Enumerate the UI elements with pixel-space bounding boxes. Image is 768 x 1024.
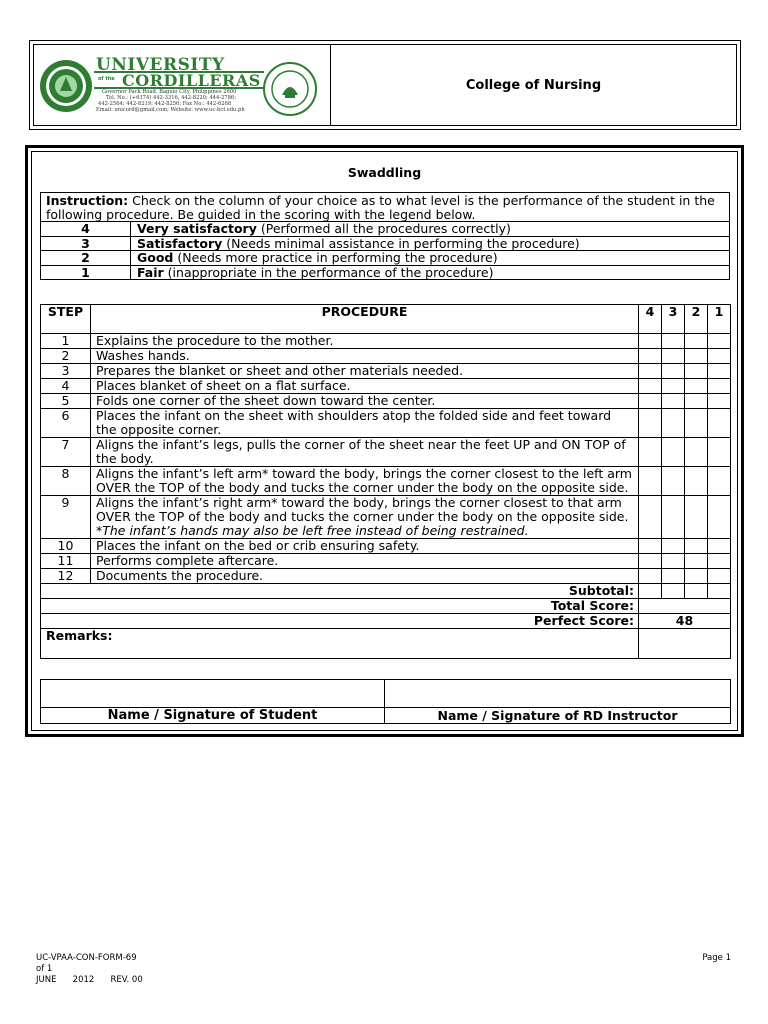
university-name-line2: CORDILLERAS bbox=[122, 71, 261, 90]
score-cell-4[interactable] bbox=[639, 394, 662, 409]
score-cell-3[interactable] bbox=[662, 569, 685, 584]
score-cell-1[interactable] bbox=[708, 379, 731, 394]
table-row bbox=[41, 496, 731, 539]
score-cell-2[interactable] bbox=[685, 364, 708, 379]
legend-score: 1 bbox=[41, 266, 131, 280]
step-description bbox=[91, 349, 639, 364]
step-text: Aligns the infant’s legs, pulls the corner of the sheet near the feet UP and ON TOP of the body. bbox=[96, 437, 626, 466]
total-score-row bbox=[41, 599, 731, 614]
step-number: 5 bbox=[41, 394, 91, 409]
subtotal-cell-4[interactable] bbox=[639, 584, 662, 599]
score-cell-1[interactable] bbox=[708, 364, 731, 379]
university-name-line1: UNIVERSITY bbox=[96, 55, 225, 75]
legend-score: 2 bbox=[41, 251, 131, 265]
step-number: 10 bbox=[41, 539, 91, 554]
step-number: 9 bbox=[41, 496, 91, 539]
legend-description bbox=[131, 251, 729, 265]
legend-description bbox=[131, 222, 729, 236]
score-cell-2[interactable] bbox=[685, 569, 708, 584]
legend-detail: (Performed all the procedures correctly) bbox=[256, 221, 511, 236]
table-row bbox=[41, 349, 731, 364]
address-line: Governor Pack Road, Baguio City, Philippines 2600 bbox=[102, 89, 237, 95]
score-cell-4[interactable] bbox=[639, 496, 662, 539]
step-number: 4 bbox=[41, 379, 91, 394]
step-text: Washes hands. bbox=[96, 348, 190, 363]
legend-term: Good bbox=[137, 250, 174, 265]
step-description bbox=[91, 467, 639, 496]
college-name: College of Nursing bbox=[465, 77, 602, 93]
score-cell-4[interactable] bbox=[639, 379, 662, 394]
legend-detail: (inappropriate in the performance of the procedure) bbox=[163, 264, 494, 280]
score-cell-3[interactable] bbox=[662, 438, 685, 467]
university-logo-block bbox=[34, 45, 331, 125]
evaluation-form-inner bbox=[31, 151, 738, 731]
table-row bbox=[41, 569, 731, 584]
step-description bbox=[91, 438, 639, 467]
letterhead bbox=[29, 40, 741, 130]
score-cell-2[interactable] bbox=[685, 334, 708, 349]
score-cell-3[interactable] bbox=[662, 364, 685, 379]
instructor-signature-label: Name / Signature of RD Instructor bbox=[385, 708, 731, 724]
legend-score: 4 bbox=[41, 222, 131, 236]
instructor-signature-field[interactable] bbox=[385, 680, 731, 708]
student-signature-label: Name / Signature of Student bbox=[41, 708, 385, 724]
student-signature-field[interactable] bbox=[41, 680, 385, 708]
step-number: 2 bbox=[41, 349, 91, 364]
instruction-text bbox=[41, 193, 729, 222]
score-cell-1[interactable] bbox=[708, 467, 731, 496]
score-cell-4[interactable] bbox=[639, 349, 662, 364]
score-cell-4[interactable] bbox=[639, 409, 662, 438]
table-row bbox=[41, 409, 731, 438]
evaluation-form bbox=[25, 145, 744, 737]
page-number: Page 1 bbox=[702, 953, 731, 963]
form-code: UC-VPAA-CON-FORM-69 bbox=[36, 953, 137, 963]
subtotal-row bbox=[41, 584, 731, 599]
total-score-cell[interactable] bbox=[639, 599, 731, 614]
step-text: Places the infant on the sheet with shoulders atop the folded side and feet toward the opposite corner. bbox=[96, 408, 612, 437]
step-text: Performs complete aftercare. bbox=[96, 553, 279, 568]
score-cell-4[interactable] bbox=[639, 539, 662, 554]
score-3-header: 3 bbox=[662, 305, 685, 334]
score-cell-4[interactable] bbox=[639, 467, 662, 496]
remarks-cell[interactable] bbox=[639, 629, 731, 659]
legend-term: Satisfactory bbox=[137, 235, 223, 251]
score-cell-3[interactable] bbox=[662, 349, 685, 364]
score-1-header: 1 bbox=[708, 305, 731, 334]
step-number: 3 bbox=[41, 364, 91, 379]
instruction-body: Check on the column of your choice as to what level is the performance of the student in the following procedure. Be guided in the scoring with the legend below. bbox=[46, 193, 715, 222]
score-cell-3[interactable] bbox=[662, 409, 685, 438]
step-number: 7 bbox=[41, 438, 91, 467]
table-row bbox=[41, 394, 731, 409]
step-description bbox=[91, 539, 639, 554]
table-row bbox=[41, 364, 731, 379]
address-line: 442-2564; 442-8219; 442-8256; Fax No.: 442-6268 bbox=[98, 101, 232, 107]
table-row bbox=[41, 334, 731, 349]
step-description bbox=[91, 334, 639, 349]
step-text: Folds one corner of the sheet down toward the center. bbox=[96, 393, 436, 408]
score-cell-1[interactable] bbox=[708, 394, 731, 409]
subtotal-cell-1[interactable] bbox=[708, 584, 731, 599]
legend-term: Fair bbox=[137, 264, 164, 280]
score-cell-2[interactable] bbox=[685, 349, 708, 364]
score-cell-2[interactable] bbox=[685, 394, 708, 409]
step-description bbox=[91, 394, 639, 409]
signature-row bbox=[41, 680, 731, 708]
score-cell-2[interactable] bbox=[685, 496, 708, 539]
letterhead-inner bbox=[33, 44, 737, 126]
step-description bbox=[91, 379, 639, 394]
table-header-row bbox=[41, 305, 731, 334]
score-cell-4[interactable] bbox=[639, 364, 662, 379]
table-row bbox=[41, 554, 731, 569]
instruction-box bbox=[40, 192, 730, 280]
legend-description bbox=[131, 237, 729, 251]
step-description bbox=[91, 364, 639, 379]
address-line: Email: unicord@gmail.com; Website: www.uc-bcf.edu.ph bbox=[96, 107, 245, 113]
instruction-label: Instruction: bbox=[46, 193, 129, 208]
step-number: 1 bbox=[41, 334, 91, 349]
step-description bbox=[91, 554, 639, 569]
score-cell-3[interactable] bbox=[662, 496, 685, 539]
step-number: 8 bbox=[41, 467, 91, 496]
score-cell-3[interactable] bbox=[662, 554, 685, 569]
score-cell-2[interactable] bbox=[685, 554, 708, 569]
form-code-footer bbox=[36, 953, 143, 986]
score-cell-3[interactable] bbox=[662, 379, 685, 394]
step-text: Places the infant on the bed or crib ensuring safety. bbox=[96, 538, 420, 553]
step-description bbox=[91, 409, 639, 438]
legend-row bbox=[41, 251, 729, 266]
step-text: Aligns the infant’s right arm* toward the body, brings the corner closest to that arm OVER the TOP of the body and tucks the corner under the body on the opposite side. bbox=[96, 495, 629, 524]
form-title: Swaddling bbox=[347, 165, 422, 180]
score-4-header: 4 bbox=[639, 305, 662, 334]
score-cell-2[interactable] bbox=[685, 379, 708, 394]
score-cell-3[interactable] bbox=[662, 394, 685, 409]
score-cell-4[interactable] bbox=[639, 569, 662, 584]
score-cell-3[interactable] bbox=[662, 539, 685, 554]
score-cell-1[interactable] bbox=[708, 554, 731, 569]
step-text: Places blanket of sheet on a flat surface. bbox=[96, 378, 351, 393]
step-header: STEP bbox=[41, 305, 91, 334]
legend-description bbox=[131, 266, 729, 280]
remarks-label: Remarks: bbox=[41, 629, 639, 659]
form-revision: JUNE 2012 REV. 00 bbox=[36, 975, 143, 985]
remarks-row bbox=[41, 629, 731, 659]
score-cell-2[interactable] bbox=[685, 409, 708, 438]
score-cell-1[interactable] bbox=[708, 349, 731, 364]
subtotal-cell-2[interactable] bbox=[685, 584, 708, 599]
procedure-header: PROCEDURE bbox=[91, 305, 639, 334]
signature-table bbox=[40, 679, 731, 724]
procedure-table bbox=[40, 304, 731, 659]
table-row bbox=[41, 438, 731, 467]
score-cell-4[interactable] bbox=[639, 334, 662, 349]
step-number: 12 bbox=[41, 569, 91, 584]
legend-row bbox=[41, 222, 729, 237]
step-text: Explains the procedure to the mother. bbox=[96, 333, 334, 348]
signature-label-row bbox=[41, 708, 731, 724]
legend-score: 3 bbox=[41, 237, 131, 251]
step-text: Documents the procedure. bbox=[96, 568, 264, 583]
subtotal-cell-3[interactable] bbox=[662, 584, 685, 599]
score-cell-2[interactable] bbox=[685, 467, 708, 496]
step-number: 11 bbox=[41, 554, 91, 569]
legend-detail: (Needs more practice in performing the procedure) bbox=[173, 250, 498, 265]
perfect-score-row bbox=[41, 614, 731, 629]
subtotal-label: Subtotal: bbox=[41, 584, 639, 599]
perfect-score-value: 48 bbox=[639, 614, 731, 629]
score-cell-2[interactable] bbox=[685, 539, 708, 554]
score-cell-1[interactable] bbox=[708, 438, 731, 467]
score-cell-1[interactable] bbox=[708, 334, 731, 349]
score-cell-3[interactable] bbox=[662, 334, 685, 349]
step-number: 6 bbox=[41, 409, 91, 438]
score-cell-2[interactable] bbox=[685, 438, 708, 467]
total-score-label: Total Score: bbox=[41, 599, 639, 614]
university-name-of: of the bbox=[98, 76, 115, 82]
score-cell-1[interactable] bbox=[708, 539, 731, 554]
step-description bbox=[91, 569, 639, 584]
form-page-of: of 1 bbox=[36, 964, 53, 974]
procedure-steps bbox=[41, 334, 731, 584]
legend-term: Very satisfactory bbox=[137, 221, 257, 236]
score-cell-1[interactable] bbox=[708, 496, 731, 539]
step-note: *The infant’s hands may also be left free instead of being restrained. bbox=[96, 523, 529, 538]
legend-row bbox=[41, 237, 729, 252]
score-cell-1[interactable] bbox=[708, 409, 731, 438]
score-cell-1[interactable] bbox=[708, 569, 731, 584]
legend-row bbox=[41, 266, 729, 281]
step-text: Prepares the blanket or sheet and other materials needed. bbox=[96, 363, 464, 378]
legend-detail: (Needs minimal assistance in performing the procedure) bbox=[222, 235, 580, 251]
table-row bbox=[41, 379, 731, 394]
score-cell-3[interactable] bbox=[662, 467, 685, 496]
perfect-score-label: Perfect Score: bbox=[41, 614, 639, 629]
address-line: Tel. No.: (+6374) 442-3316, 442-8220; 444-2786; bbox=[106, 95, 236, 101]
score-2-header: 2 bbox=[685, 305, 708, 334]
score-cell-4[interactable] bbox=[639, 554, 662, 569]
step-description bbox=[91, 496, 639, 539]
table-row bbox=[41, 539, 731, 554]
score-cell-4[interactable] bbox=[639, 438, 662, 467]
table-row bbox=[41, 467, 731, 496]
step-text: Aligns the infant’s left arm* toward the body, brings the corner closest to the left arm OVER the TOP of the body and tucks the corner under the body on the opposite side. bbox=[96, 466, 632, 495]
